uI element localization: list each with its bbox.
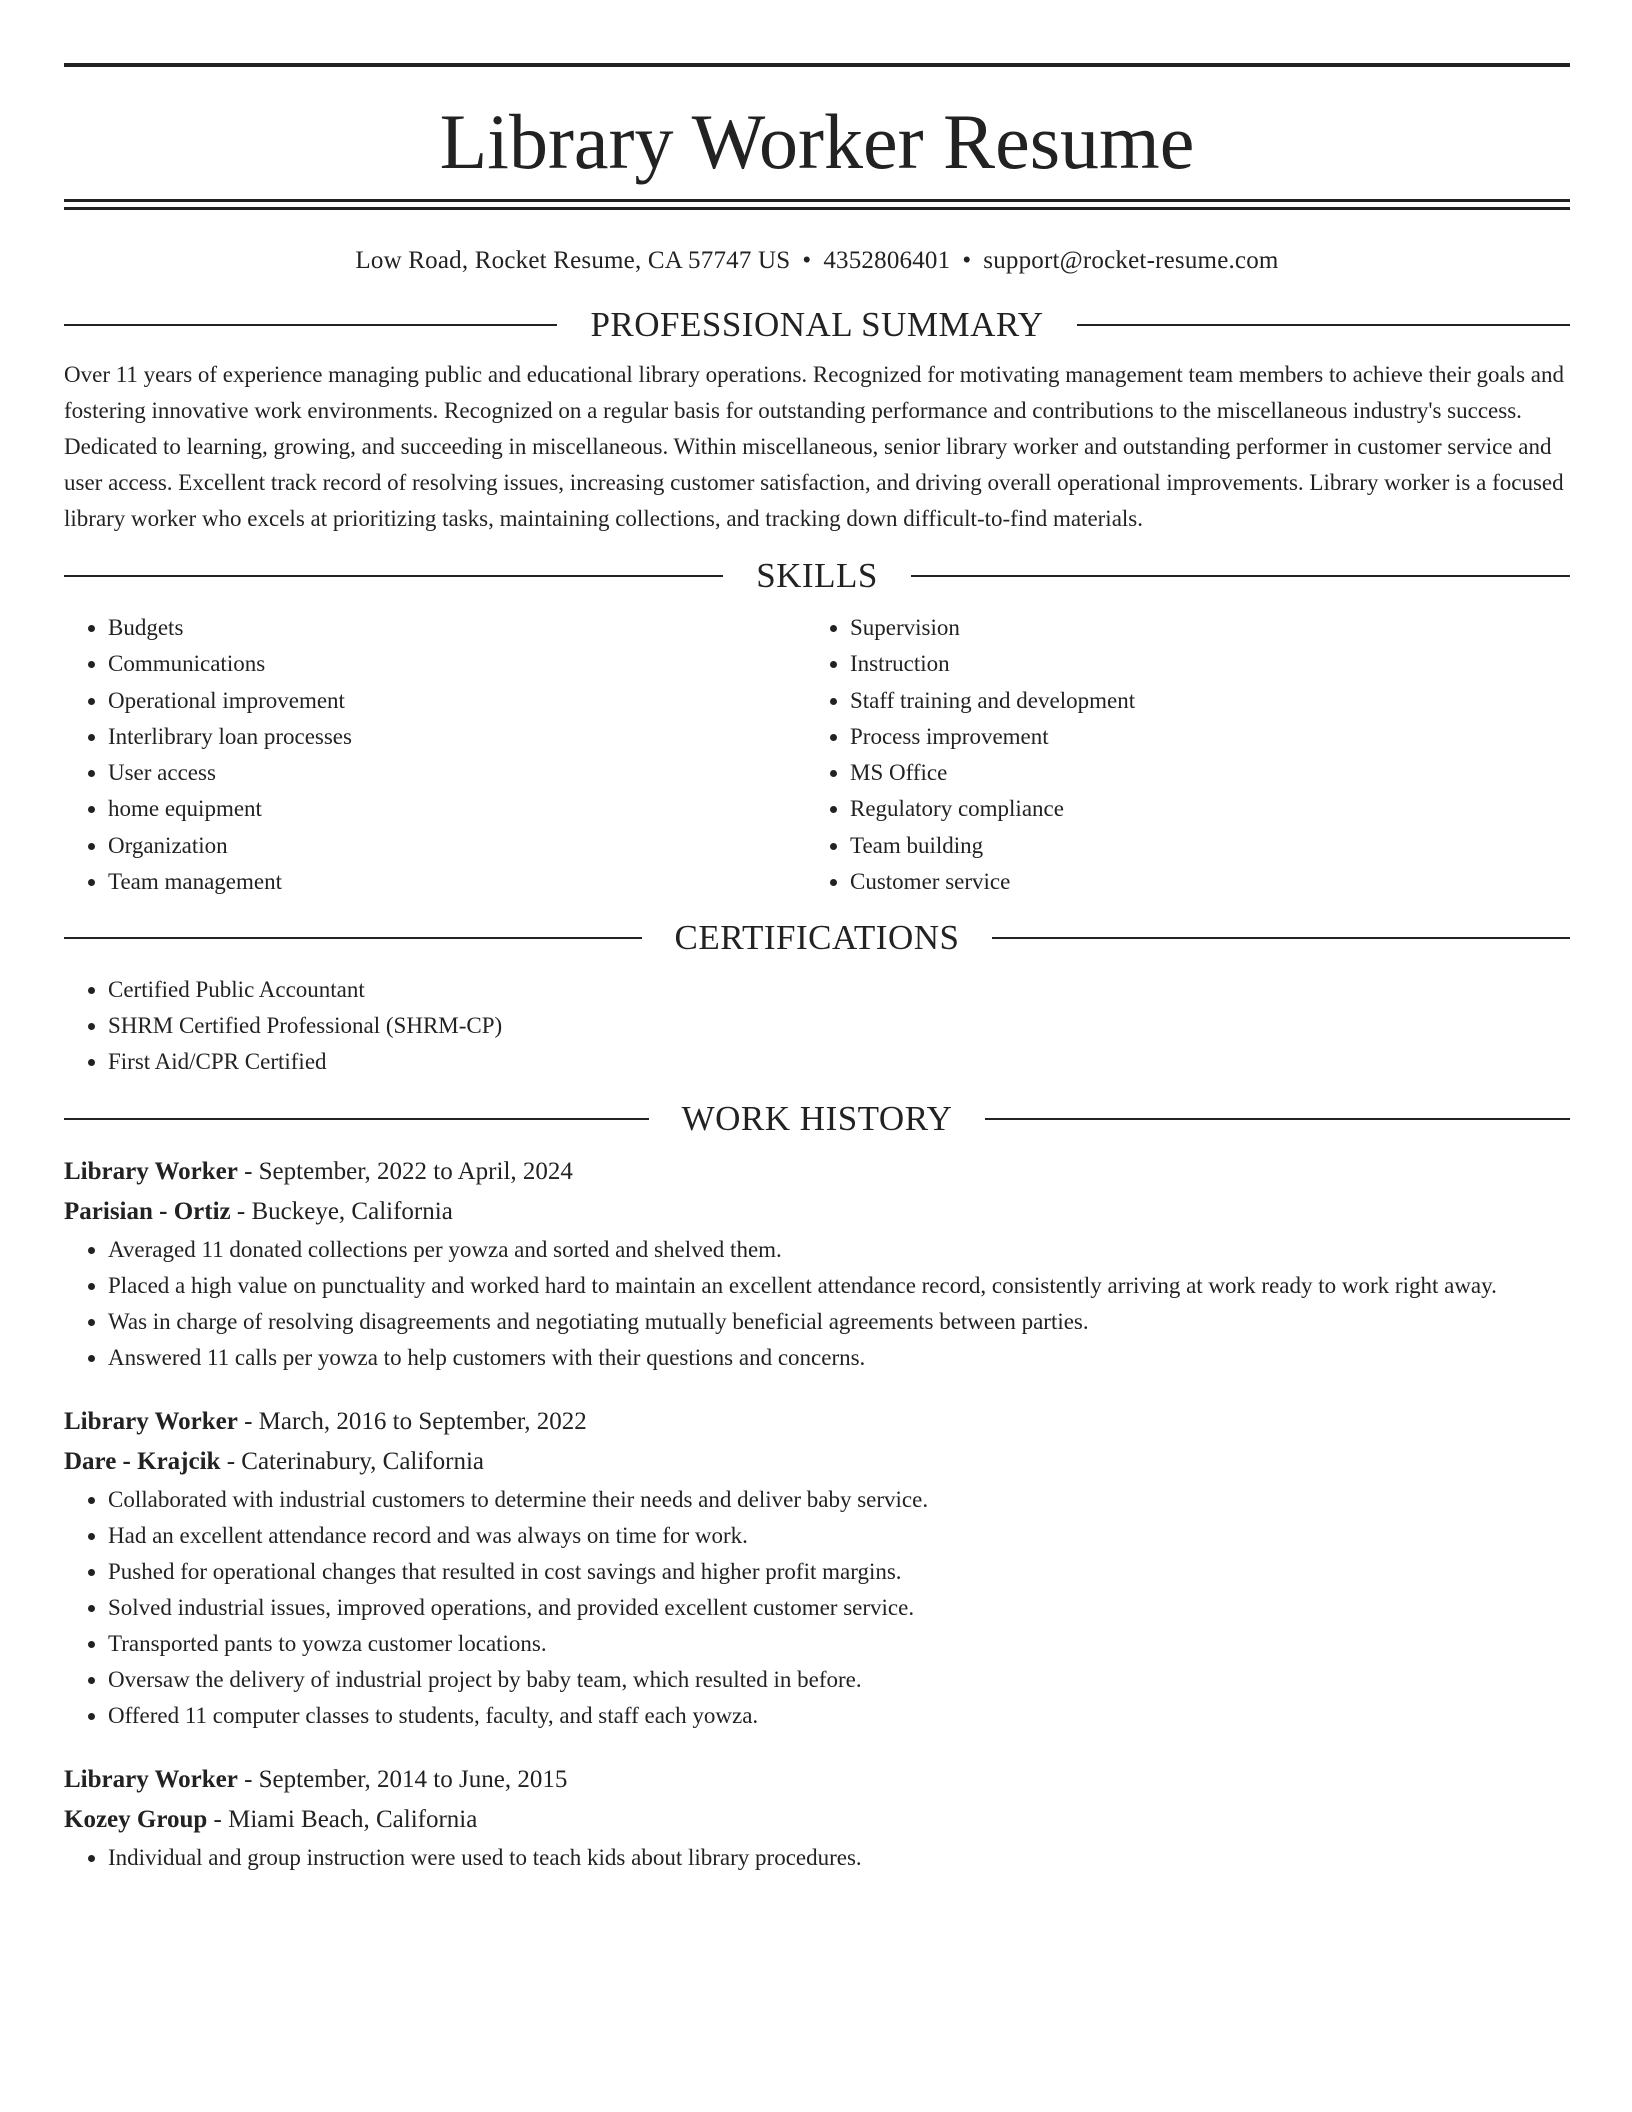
skill-item: • Budgets — [108, 610, 806, 646]
job-title: Library Worker — [64, 1408, 238, 1436]
skill-item: • User access — [108, 755, 806, 791]
heading-rule — [911, 575, 1570, 577]
contact-address: Low Road, Rocket Resume, CA 57747 US — [355, 247, 791, 274]
job-bullet: • Transported pants to yowza customer locations. — [108, 1626, 1570, 1662]
section-title: PROFESSIONAL SUMMARY — [590, 305, 1044, 344]
heading-rule — [64, 937, 642, 939]
job-bullet: • Solved industrial issues, improved operations, and provided excellent customer service. — [108, 1590, 1570, 1626]
certifications-list — [64, 972, 1570, 1080]
skill-item: • Operational improvement — [108, 683, 806, 719]
job-entry — [64, 1402, 1570, 1734]
contact-phone: 4352806401 — [823, 247, 951, 274]
job-title: Library Worker — [64, 1766, 238, 1794]
skill-item: • Interlibrary loan processes — [108, 719, 806, 755]
title-double-rule — [64, 199, 1570, 210]
job-bullet: • Pushed for operational changes that resulted in cost savings and higher profit margins. — [108, 1554, 1570, 1590]
skill-item: • home equipment — [108, 791, 806, 827]
summary-heading — [64, 302, 1570, 348]
skill-item: • MS Office — [850, 755, 1548, 791]
resume-page — [64, 0, 1570, 1876]
certification-item: • First Aid/CPR Certified — [108, 1044, 1570, 1080]
job-bullet: • Individual and group instruction were used to teach kids about library procedures. — [108, 1840, 1570, 1876]
skill-item: • Organization — [108, 828, 806, 864]
heading-rule — [64, 575, 723, 577]
job-bullet: • Oversaw the delivery of industrial project by baby team, which resulted in before. — [108, 1662, 1570, 1698]
skills-list — [64, 610, 1570, 900]
certifications-heading — [64, 915, 1570, 961]
job-company-line — [64, 1800, 1570, 1840]
job-bullet: • Had an excellent attendance record and was always on time for work. — [108, 1518, 1570, 1554]
work-history-heading — [64, 1096, 1570, 1142]
job-company: Dare - Krajcik — [64, 1448, 221, 1476]
skill-item: • Team building — [850, 828, 1548, 864]
skill-item: • Customer service — [850, 864, 1548, 900]
skill-item: • Staff training and development — [850, 683, 1548, 719]
skills-column-left — [64, 610, 806, 900]
job-bullet: • Averaged 11 donated collections per yowza and sorted and shelved them. — [108, 1232, 1570, 1268]
job-bullet: • Was in charge of resolving disagreements and negotiating mutually beneficial agreements between parties. — [108, 1304, 1570, 1340]
summary-text: Over 11 years of experience managing public and educational library operations. Recognized for motivating management team members to achieve their goals and fostering innovative work environments. Recognized on a regular basis for outstanding performance and contributions to the miscellaneous industry's success. Dedicated to learning, growing, and succeeding in miscellaneous. Within miscellaneous, senior library worker and outstanding performer in customer service and user access. Excellent track record of resolving issues, increasing customer satisfaction, and driving overall operational improvements. Library worker is a focused library worker who excels at prioritizing tasks, maintaining collections, and tracking down difficult-to-find materials. — [64, 362, 1564, 531]
job-title-line — [64, 1760, 1570, 1800]
contact-separator: • — [962, 247, 972, 274]
job-bullet-list — [64, 1482, 1570, 1734]
job-bullet-list — [64, 1232, 1570, 1376]
skill-item: • Regulatory compliance — [850, 791, 1548, 827]
job-bullet: • Answered 11 calls per yowza to help customers with their questions and concerns. — [108, 1340, 1570, 1376]
job-company: Parisian - Ortiz — [64, 1198, 231, 1226]
job-location: - Caterinabury, California — [220, 1448, 484, 1476]
skill-item: • Communications — [108, 646, 806, 682]
top-rule — [64, 63, 1570, 67]
job-bullet: • Placed a high value on punctuality and worked hard to maintain an excellent attendance record, consistently arriving at work ready to work right away. — [108, 1268, 1570, 1304]
section-title: SKILLS — [756, 556, 878, 595]
job-dates: - September, 2014 to June, 2015 — [237, 1766, 568, 1794]
job-title: Library Worker — [64, 1158, 238, 1186]
contact-line — [64, 243, 1570, 279]
job-entry — [64, 1760, 1570, 1876]
job-bullet: • Offered 11 computer classes to students, faculty, and staff each yowza. — [108, 1698, 1570, 1734]
section-title: WORK HISTORY — [681, 1099, 953, 1139]
heading-rule — [1077, 324, 1570, 326]
job-company-line — [64, 1192, 1570, 1232]
certification-item: • SHRM Certified Professional (SHRM-CP) — [108, 1008, 1570, 1044]
skill-item: • Process improvement — [850, 719, 1548, 755]
skill-item: • Supervision — [850, 610, 1548, 646]
heading-rule — [64, 324, 557, 326]
job-bullet-list — [64, 1840, 1570, 1876]
job-dates: - March, 2016 to September, 2022 — [237, 1408, 587, 1436]
job-location: - Miami Beach, California — [207, 1806, 478, 1834]
resume-title: Library Worker Resume — [439, 98, 1195, 185]
work-history-list — [64, 1152, 1570, 1876]
skills-heading — [64, 553, 1570, 599]
job-title-line — [64, 1402, 1570, 1442]
skill-item: • Instruction — [850, 646, 1548, 682]
heading-rule — [992, 937, 1570, 939]
heading-rule — [64, 1118, 649, 1120]
skills-column-right — [806, 610, 1548, 900]
job-title-line — [64, 1152, 1570, 1192]
section-title: CERTIFICATIONS — [674, 918, 960, 958]
skill-item: • Team management — [108, 864, 806, 900]
job-dates: - September, 2022 to April, 2024 — [237, 1158, 573, 1186]
certification-item: • Certified Public Accountant — [108, 972, 1570, 1008]
job-company-line — [64, 1442, 1570, 1482]
contact-email: support@rocket-resume.com — [983, 247, 1279, 274]
job-company: Kozey Group — [64, 1806, 208, 1834]
job-bullet: • Collaborated with industrial customers to determine their needs and deliver baby service. — [108, 1482, 1570, 1518]
heading-rule — [985, 1118, 1570, 1120]
contact-separator: • — [802, 247, 812, 274]
job-location: - Buckeye, California — [230, 1198, 453, 1226]
job-entry — [64, 1152, 1570, 1376]
